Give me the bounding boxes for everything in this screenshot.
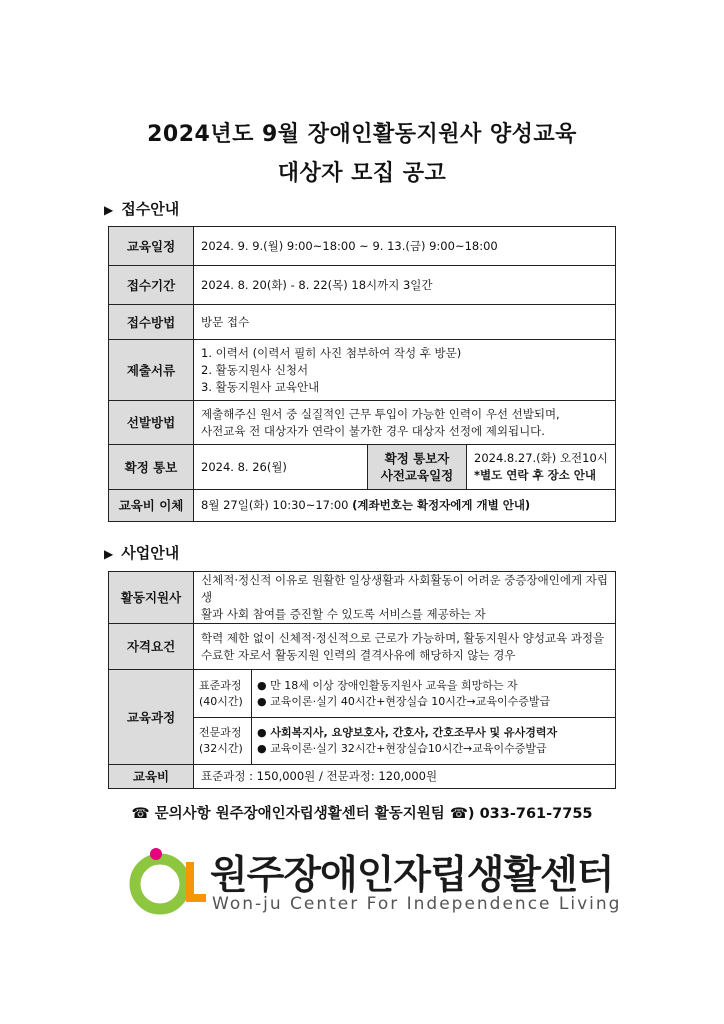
period-value: 2024. 8. 20(화) - 8. 22(목) 18시까지 3일간 (194, 266, 616, 305)
worker-line: 활과 사회 참여를 증진할 수 있도록 서비스를 제공하는 자 (201, 607, 486, 621)
triangle-icon: ▶ (104, 547, 114, 561)
section-heading-text: 사업안내 (121, 544, 180, 562)
worker-line: 신체적·정신적 이유로 원활한 일상생활과 사회활동이 어려운 중증장애인에게 자립생 (201, 573, 608, 604)
docs-label: 제출서류 (109, 340, 194, 401)
transfer-time: 8월 27일(화) 10:30~17:00 (201, 498, 349, 512)
std-course-label-line: 표준과정 (199, 678, 242, 692)
pre-edu-value-line: 2024.8.27.(화) 오전10시 (474, 451, 608, 465)
qual-line: 학력 제한 없이 신체적·정신적으로 근로가 가능하며, 활동지원사 양성교육 과정을 (201, 630, 605, 645)
method-value: 방문 접수 (194, 305, 616, 340)
pre-edu-value-line: *별도 연락 후 장소 안내 (474, 468, 597, 482)
section-heading-business (104, 542, 179, 563)
docs-item: 1. 이력서 (이력서 필히 사진 첨부하여 작성 후 방문) (201, 345, 462, 360)
pre-edu-value (467, 445, 616, 490)
business-table (108, 571, 616, 789)
selection-label: 선발방법 (109, 401, 194, 445)
course-label: 교육과정 (109, 670, 194, 765)
pro-course-value (252, 718, 616, 765)
worker-value (194, 572, 616, 624)
pro-course-line: ● 사회복지사, 요양보호사, 간호사, 간호조무사 및 유사경력자 (257, 726, 558, 739)
qual-label: 자격요건 (109, 624, 194, 670)
pro-course-label (194, 718, 252, 765)
logo-english-name: Won-ju Center For Independence Living (212, 894, 622, 914)
docs-item: 2. 활동지원사 신청서 (201, 362, 309, 377)
section-heading-text: 접수안내 (121, 200, 180, 218)
contact-line: ☎ 문의사항 원주장애인자립생활센터 활동지원팀 ☎) 033-761-7755 (131, 806, 593, 822)
worker-label: 활동지원사 (109, 572, 194, 624)
edu-date-label: 교육일정 (109, 227, 194, 266)
fee-label: 교육비 (109, 765, 194, 789)
page-title-line1: 2024년도 9월 장애인활동지원사 양성교육 (147, 122, 577, 147)
notice-label: 확정 통보 (109, 445, 194, 490)
qual-line: 수료한 자로서 활동지원 인력의 결격사유에 해당하지 않는 경우 (201, 647, 516, 662)
std-course-line: ● 교육이론·실기 40시간+현장실습 10시간→교육이수증발급 (257, 694, 551, 708)
section-heading-reception (104, 198, 179, 219)
pro-course-label-line: 전문과정 (199, 726, 242, 739)
pro-course-label-line: (32시간) (199, 742, 243, 755)
transfer-label: 교육비 이체 (109, 490, 194, 522)
selection-line: 사전교육 전 대상자가 연락이 불가한 경우 대상자 선정에 제외됩니다. (201, 423, 545, 438)
reception-table (108, 226, 616, 522)
triangle-icon: ▶ (104, 203, 114, 217)
logo-korean-name: 원주장애인자립생활센터 (210, 853, 614, 898)
selection-line: 제출해주신 원서 중 실질적인 근무 투입이 가능한 인력이 우선 선발되며, (201, 406, 560, 421)
pre-edu-label-line: 확정 통보자 (384, 451, 450, 466)
std-course-value (252, 670, 616, 718)
pre-edu-label (368, 445, 467, 490)
transfer-value (194, 490, 616, 522)
center-logo-mark-icon (128, 846, 208, 920)
std-course-line: ● 만 18세 이상 장애인활동지원사 교육을 희망하는 자 (257, 678, 518, 692)
method-label: 접수방법 (109, 305, 194, 340)
docs-list (194, 340, 616, 401)
notice-value: 2024. 8. 26(월) (194, 445, 368, 490)
edu-date-value: 2024. 9. 9.(월) 9:00~18:00 ~ 9. 13.(금) 9:00~18:00 (194, 227, 616, 266)
center-logo (128, 846, 622, 920)
page-title-line2: 대상자 모집 공고 (277, 161, 447, 186)
std-course-label (194, 670, 252, 718)
transfer-note: (계좌번호는 확정자에게 개별 안내) (352, 498, 531, 512)
selection-value (194, 401, 616, 445)
period-label: 접수기간 (109, 266, 194, 305)
pro-course-line: ● 교육이론·실기 32시간+현장실습10시간→교육이수증발급 (257, 742, 547, 755)
docs-item: 3. 활동지원사 교육안내 (201, 379, 320, 394)
qual-value (194, 624, 616, 670)
fee-value: 표준과정 : 150,000원 / 전문과정: 120,000원 (194, 765, 616, 789)
pre-edu-label-line: 사전교육일정 (380, 468, 454, 483)
std-course-label-line: (40시간) (199, 694, 243, 708)
